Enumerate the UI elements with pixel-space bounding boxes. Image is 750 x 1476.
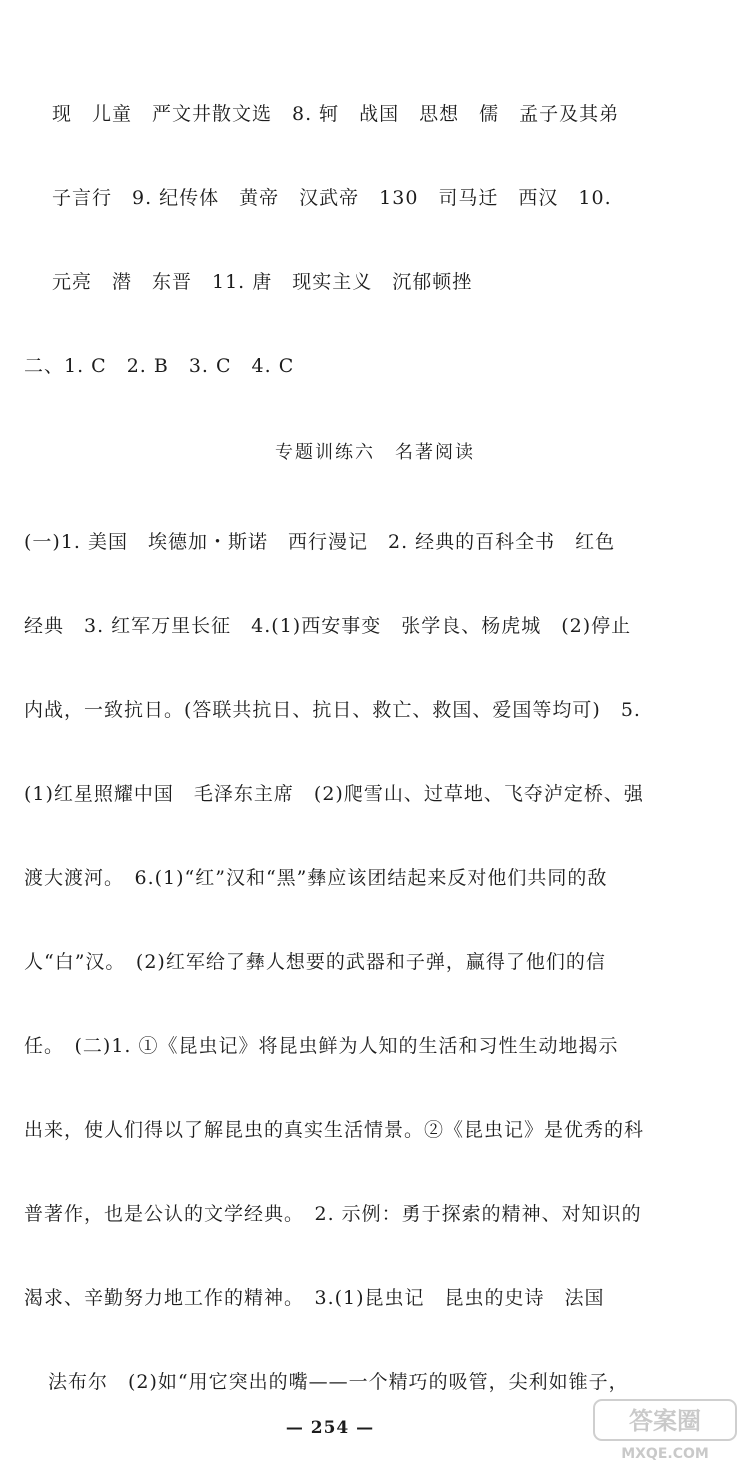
text-line-10: 人“白”汉。 (2)红军给了彝人想要的武器和子弹，赢得了他们的信	[24, 951, 606, 973]
text-line-3: 元亮 潜 东晋 11. 唐 现实主义 沉郁顿挫	[52, 271, 473, 293]
text-line-8: (1)红星照耀中国 毛泽东主席 (2)爬雪山、过草地、飞夺泸定桥、强	[24, 783, 644, 805]
section-title: 专题训练六 名著阅读	[275, 442, 475, 463]
text-line-12: 出来，使人们得以了解昆虫的真实生活情景。②《昆虫记》是优秀的科	[24, 1119, 645, 1141]
watermark-text: 答案圈	[629, 1407, 701, 1435]
watermark-logo	[590, 1396, 740, 1464]
text-line-5: (一)1. 美国 埃德加・斯诺 西行漫记 2. 经典的百科全书 红色	[24, 531, 616, 553]
text-line-13: 普著作，也是公认的文学经典。 2. 示例：勇于探索的精神、对知识的	[24, 1203, 642, 1225]
text-line-6: 经典 3. 红军万里长征 4.(1)西安事变 张学良、杨虎城 (2)停止	[24, 615, 632, 637]
text-line-2: 子言行 9. 纪传体 黄帝 汉武帝 130 司马迁 西汉 10.	[52, 187, 612, 209]
page-number: — 254 —	[285, 1418, 375, 1438]
text-line-7: 内战，一致抗日。(答联共抗日、抗日、救亡、救国、爱国等均可) 5.	[24, 699, 641, 721]
text-line-15: 法布尔 (2)如“用它突出的嘴——一个精巧的吸管，尖利如锥子，	[48, 1371, 629, 1393]
watermark-url: MXQE.COM	[621, 1446, 709, 1462]
text-line-11: 任。 (二)1. ①《昆虫记》将昆虫鲜为人知的生活和习性生动地揭示	[24, 1035, 619, 1057]
text-line-14: 渴求、辛勤努力地工作的精神。 3.(1)昆虫记 昆虫的史诗 法国	[24, 1287, 605, 1309]
text-line-9: 渡大渡河。 6.(1)“红”汉和“黑”彝应该团结起来反对他们共同的敌	[24, 867, 608, 889]
text-line-1: 现 儿童 严文井散文选 8. 轲 战国 思想 儒 孟子及其弟	[52, 103, 620, 125]
text-line-4: 二、1. C 2. B 3. C 4. C	[24, 355, 295, 377]
